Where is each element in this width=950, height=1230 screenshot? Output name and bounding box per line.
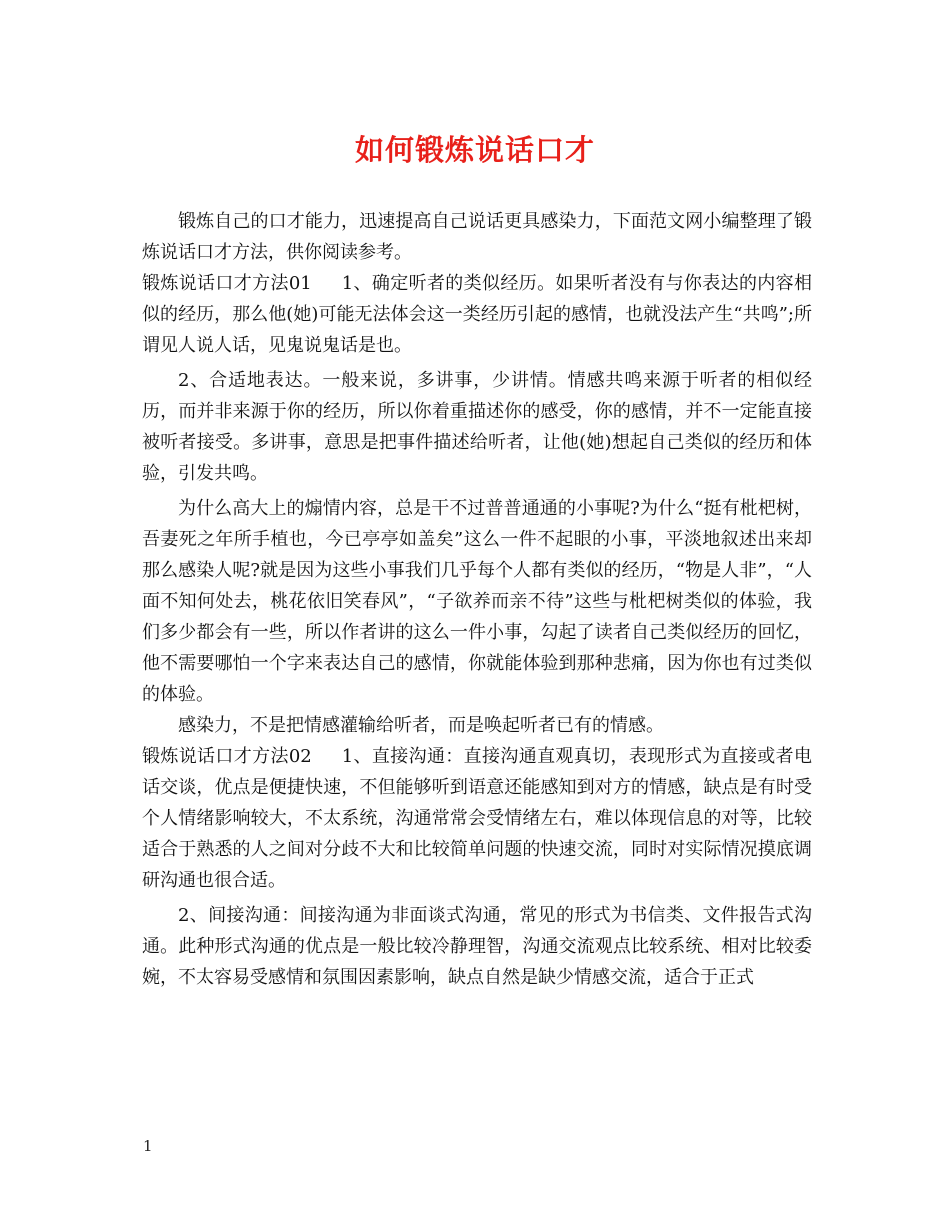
section-1-heading: 锻炼说话口才方法01 (142, 273, 312, 294)
section-2-heading: 锻炼说话口才方法02 (142, 746, 312, 767)
section-2-text: 1、直接沟通：直接沟通直观真切，表现形式为直接或者电话交谈，优点是便捷快速，不但能够听到语意还能感知到对方的情感，缺点是有时受个人情绪影响较大，不太系统，沟通常常会受情绪左右，难以体现信息的对等，比较适合于熟悉的人之间对分歧不大和比较简单问题的快速交流，同时对实际情况摸底调研沟通也很合适。 (142, 746, 813, 891)
section-2-paragraph (142, 741, 812, 896)
section-1-paragraph (142, 268, 812, 361)
section-1-text: 1、确定听者的类似经历。如果听者没有与你表达的内容相似的经历，那么他(她)可能无法体会这一类经历引起的感情，也就没法产生“共鸣”;所谓见人说人话，见鬼说鬼话是也。 (142, 273, 813, 356)
document-body (142, 206, 812, 993)
page-number: 1 (143, 1137, 153, 1155)
paragraph-story: 为什么高大上的煽情内容，总是干不过普普通通的小事呢?为什么“挺有枇杷树，吾妻死之年所手植也，今已亭亭如盖矣”这么一件不起眼的小事，平淡地叙述出来却那么感染人呢?就是因为这些小事我们几乎每个人都有类似的经历，“物是人非”，“人面不知何处去，桃花依旧笑春风”，“子欲养而亲不待”这些与枇杷树类似的体验，我们多少都会有一些，所以作者讲的这么一件小事，勾起了读者自己类似经历的回忆，他不需要哪怕一个字来表达自己的感情，你就能体验到那种悲痛，因为你也有过类似的体验。 (142, 498, 812, 705)
intro-paragraph: 锻炼自己的口才能力，迅速提高自己说话更具感染力，下面范文网小编整理了锻炼说话口才方法，供你阅读参考。 (142, 211, 812, 263)
paragraph-summary: 感染力，不是把情感灌输给听者，而是唤起听者已有的情感。 (178, 715, 664, 736)
paragraph-expression: 2、合适地表达。一般来说，多讲事，少讲情。情感共鸣来源于听者的相似经历，而并非来源于你的经历，所以你着重描述你的感受，你的感情，并不一定能直接被听者接受。多讲事，意思是把事件描述给听者，让他(她)想起自己类似的经历和体验，引发共鸣。 (142, 370, 812, 484)
paragraph-indirect: 2、间接沟通：间接沟通为非面谈式沟通，常见的形式为书信类、文件报告式沟通。此种形式沟通的优点是一般比较冷静理智，沟通交流观点比较系统、相对比较委婉，不太容易受感情和氛围因素影响，缺点自然是缺少情感交流，适合于正式 (142, 905, 812, 988)
document-title: 如何锻炼说话口才 (354, 133, 595, 167)
